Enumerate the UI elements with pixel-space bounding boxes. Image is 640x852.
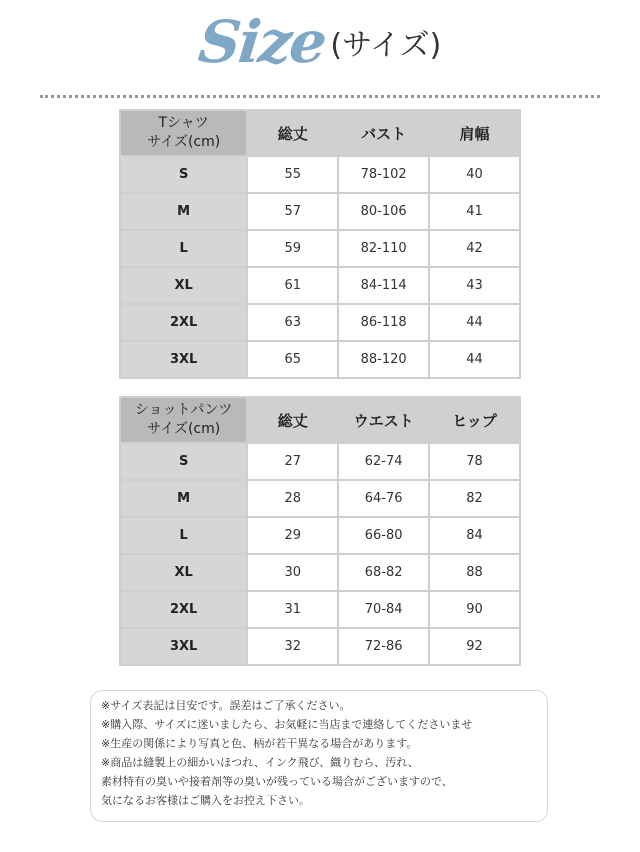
table-cell: 63 [248,305,337,340]
table-cell: 40 [430,157,519,192]
column-header: ウエスト [339,398,428,442]
table-header-row [121,111,519,155]
table-cell: 61 [248,268,337,303]
table-cell: 42 [430,231,519,266]
page-header [0,8,640,88]
table-row [121,592,519,627]
size-logo: Size [195,8,328,76]
dotted-divider [40,95,600,98]
shorts-size-table [119,396,521,666]
table-cell: 30 [248,555,337,590]
note-line: 素材特有の臭いや接着剤等の臭いが残っている場合がございますので、 [101,775,453,788]
table-cell: 66-80 [339,518,428,553]
table-cell: 29 [248,518,337,553]
table-row [121,444,519,479]
table-row [121,481,519,516]
column-header: 総丈 [248,398,337,442]
table-cell: 78 [430,444,519,479]
table-cell: 32 [248,629,337,664]
table-cell: 84-114 [339,268,428,303]
table-cell: 70-84 [339,592,428,627]
corner-line-1: Tシャツ [158,115,209,131]
size-label-cell: L [121,231,246,266]
table-row [121,194,519,229]
size-label-cell: S [121,444,246,479]
table-cell: 44 [430,305,519,340]
note-line: ※購入際、サイズに迷いましたら、お気軽に当店まで連絡してくださいませ [101,718,473,731]
note-line: 気になるお客様はご購入をお控え下さい。 [101,794,310,807]
size-label-cell: 2XL [121,305,246,340]
column-header: ヒップ [430,398,519,442]
table-cell: 65 [248,342,337,377]
size-label-cell: M [121,194,246,229]
table-cell: 82 [430,481,519,516]
table-cell: 80-106 [339,194,428,229]
table-cell: 92 [430,629,519,664]
note-line: ※サイズ表記は目安です。誤差はご了承ください。 [101,699,351,712]
table-cell: 27 [248,444,337,479]
table-corner-label [121,398,246,442]
table-cell: 64-76 [339,481,428,516]
size-label-cell: S [121,157,246,192]
table-cell: 31 [248,592,337,627]
table-cell: 57 [248,194,337,229]
corner-line-2: サイズ(cm) [147,134,221,150]
note-line: ※生産の関係により写真と色、柄が若干異なる場合があります。 [101,737,418,750]
size-label-cell: M [121,481,246,516]
table-row [121,518,519,553]
table-cell: 90 [430,592,519,627]
table-row [121,629,519,664]
table-row [121,231,519,266]
column-header: バスト [339,111,428,155]
table-row [121,305,519,340]
table-cell: 72-86 [339,629,428,664]
size-label-cell: L [121,518,246,553]
table-row [121,342,519,377]
header-subtitle: (サイズ) [330,28,442,63]
table-cell: 88-120 [339,342,428,377]
note-line: ※商品は縫製上の細かいほつれ、インク飛び、織りむら、汚れ、 [101,756,419,769]
table-cell: 59 [248,231,337,266]
corner-line-1: ショットパンツ [134,402,233,418]
table-cell: 41 [430,194,519,229]
size-label-cell: XL [121,555,246,590]
table-cell: 82-110 [339,231,428,266]
table-row [121,268,519,303]
table-corner-label [121,111,246,155]
table-cell: 86-118 [339,305,428,340]
column-header: 肩幅 [430,111,519,155]
corner-line-2: サイズ(cm) [147,421,221,437]
table-cell: 44 [430,342,519,377]
size-label-cell: 3XL [121,629,246,664]
size-label-cell: XL [121,268,246,303]
table-cell: 55 [248,157,337,192]
table-cell: 88 [430,555,519,590]
table-cell: 84 [430,518,519,553]
size-label-cell: 2XL [121,592,246,627]
table-cell: 62-74 [339,444,428,479]
table-cell: 28 [248,481,337,516]
table-header-row [121,398,519,442]
table-cell: 43 [430,268,519,303]
table-cell: 78-102 [339,157,428,192]
table-row [121,555,519,590]
size-label-cell: 3XL [121,342,246,377]
table-cell: 68-82 [339,555,428,590]
table-row [121,157,519,192]
notes-box [90,690,548,822]
column-header: 総丈 [248,111,337,155]
tshirt-size-table [119,109,521,379]
